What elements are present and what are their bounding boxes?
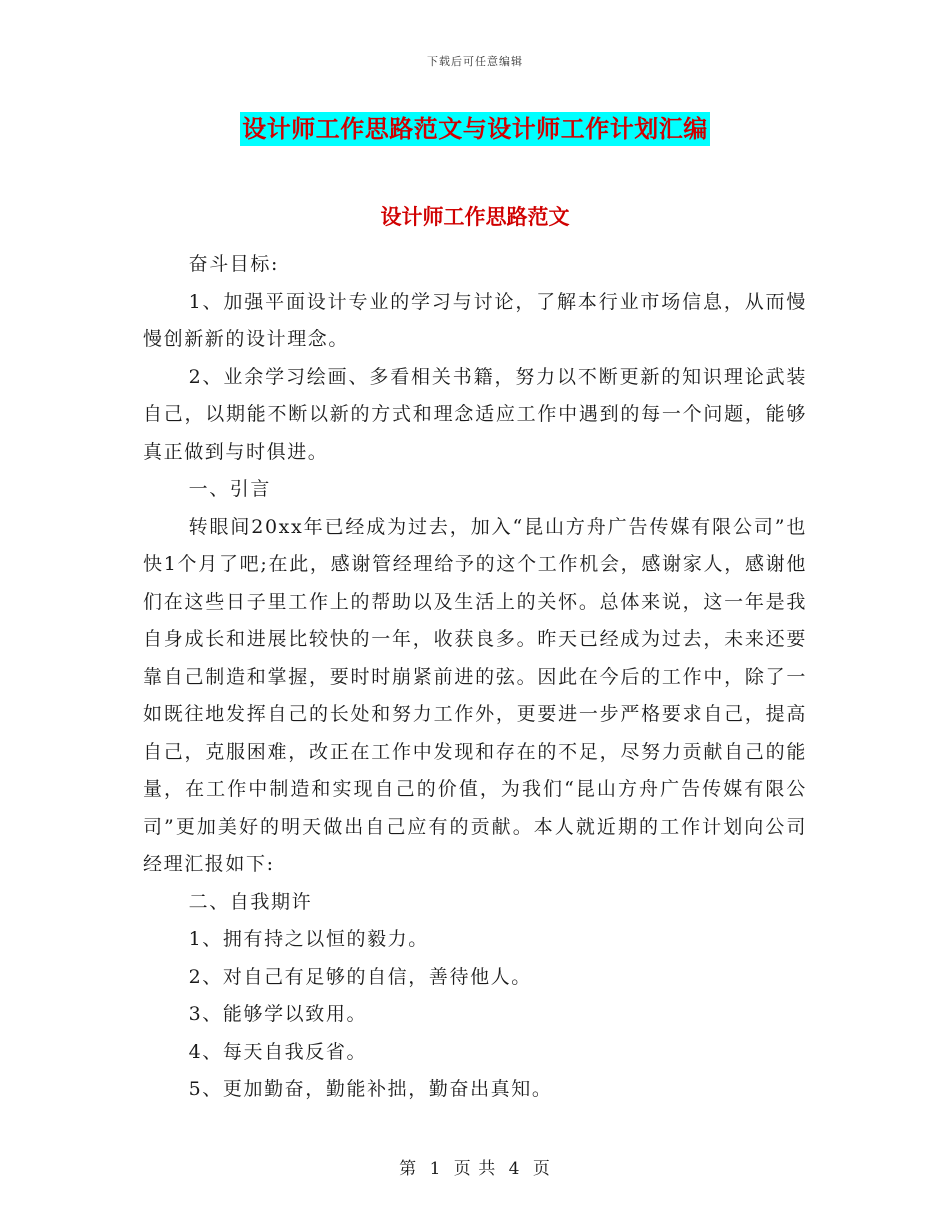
main-title: 设计师工作思路范文与设计师工作计划汇编	[240, 112, 710, 146]
page-footer	[0, 1154, 950, 1179]
paragraph-goal-1: 1、加强平面设计专业的学习与讨论，了解本行业市场信息，从而慢慢创新新的设计理念。	[143, 290, 807, 350]
list-item: 4、每天自我反省。	[188, 1040, 368, 1063]
document-body	[143, 246, 807, 1109]
list-item: 1、拥有持之以恒的毅力。	[188, 928, 429, 950]
footer-prefix: 第	[399, 1159, 418, 1179]
main-title-container	[0, 112, 950, 146]
paragraph-intro-body: 转眼间20xx年已经成为过去，加入“昆山方舟广告传媒有限公司”也快1个月了吧;在此，感谢管经理给予的这个工作机会，感谢家人，感谢他们在这些日子里工作上的帮助以及生活上的关怀。总体来说，这一年是我自身成长和进展比较快的一年，收获良多。昨天已经成为过去，未来还要靠自己制造和掌握，要时时崩紧前进的弦。因此在今后的工作中，除了一如既往地发挥自己的长处和努力工作外，更要进一步严格要求自己，提高自己，克服困难，改正在工作中发现和存在的不足，尽努力贡献自己的能量，在工作中制造和实现自己的价值，为我们“昆山方舟广告传媒有限公司”更加美好的明天做出自己应有的贡献。本人就近期的工作计划向公司经理汇报如下:	[143, 515, 807, 875]
footer-suffix: 页	[532, 1159, 551, 1179]
header-note: 下载后可任意编辑	[427, 55, 523, 68]
section-title: 设计师工作思路范文	[380, 204, 570, 229]
list-item: 3、能够学以致用。	[188, 1003, 368, 1025]
paragraph-expectation-heading: 二、自我期许	[188, 890, 313, 913]
footer-page-number: 1	[429, 1159, 442, 1179]
paragraph-intro-heading: 一、引言	[188, 478, 271, 500]
footer-middle: 页 共	[453, 1159, 497, 1179]
list-item: 2、对自己有足够的自信，善待他人。	[188, 965, 532, 988]
list-item: 5、更加勤奋，勤能补拙，勤奋出真知。	[188, 1078, 553, 1100]
footer-total-pages: 4	[508, 1159, 521, 1179]
paragraph-goal-2: 2、业余学习绘画、多看相关书籍，努力以不断更新的知识理论武装自己，以期能不断以新的方式和理念适应工作中遇到的每一个问题，能够真正做到与时俱进。	[143, 365, 807, 463]
paragraph-goal-heading: 奋斗目标:	[188, 253, 279, 275]
